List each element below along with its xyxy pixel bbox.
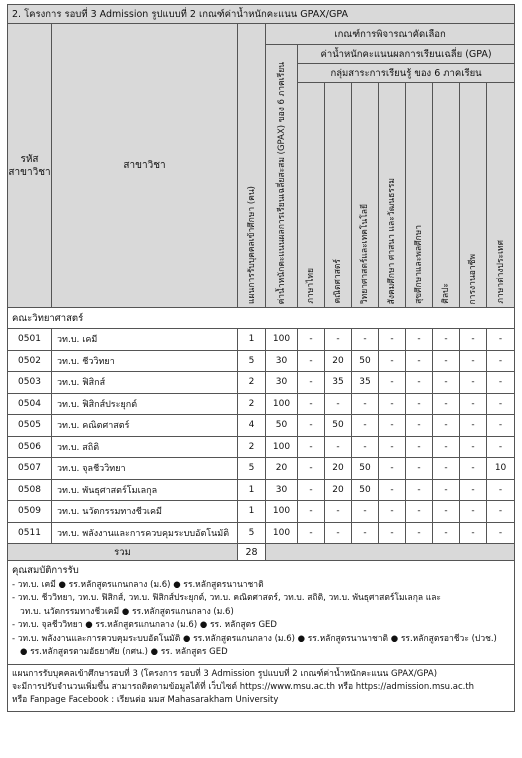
row-subject-weight: - xyxy=(406,415,433,437)
row-subject-weight: - xyxy=(460,329,487,351)
subject-header-cell xyxy=(487,83,515,308)
total-label: รวม xyxy=(8,544,238,561)
row-subject-weight: - xyxy=(298,436,325,458)
row-subject-weight: - xyxy=(460,501,487,523)
row-plan: 5 xyxy=(238,522,266,544)
subject-header-cell xyxy=(379,83,406,308)
admission-document xyxy=(7,4,515,712)
row-subject-weight: 10 xyxy=(487,458,515,480)
header-major: สาขาวิชา xyxy=(52,24,238,308)
row-major-name: วท.บ. ฟิสิกส์ xyxy=(52,372,238,394)
row-subject-weight: - xyxy=(406,479,433,501)
row-code: 0511 xyxy=(8,522,52,544)
row-subject-weight: - xyxy=(433,458,460,480)
note-line: ● รร.หลักสูตรตามอัธยาศัย (กศน.) ● รร. หลักสูตร GED xyxy=(20,647,228,657)
table-row xyxy=(8,393,515,415)
row-subject-weight: 50 xyxy=(352,479,379,501)
row-plan: 1 xyxy=(238,479,266,501)
row-subject-weight: - xyxy=(460,479,487,501)
row-subject-weight: - xyxy=(325,329,352,351)
row-subject-weight: - xyxy=(433,436,460,458)
row-subject-weight: - xyxy=(298,415,325,437)
subject-header-cell xyxy=(433,83,460,308)
subject-header-cell xyxy=(325,83,352,308)
note-line: - วท.บ. จุลชีววิทยา ● รร.หลักสูตรแกนกลาง (ม.6) ● รร. หลักสูตร GED xyxy=(12,620,277,630)
row-subject-weight: - xyxy=(406,501,433,523)
row-plan: 2 xyxy=(238,436,266,458)
row-gpax: 100 xyxy=(266,522,298,544)
row-plan: 2 xyxy=(238,393,266,415)
row-gpax: 100 xyxy=(266,501,298,523)
row-subject-weight: - xyxy=(352,415,379,437)
row-gpax: 20 xyxy=(266,458,298,480)
header-plan-cell xyxy=(238,24,266,308)
row-gpax: 50 xyxy=(266,415,298,437)
row-code: 0504 xyxy=(8,393,52,415)
subject-header: วิทยาศาสตร์และเทคโนโลยี xyxy=(360,203,370,304)
row-subject-weight: 50 xyxy=(352,458,379,480)
row-major-name: วท.บ. สถิติ xyxy=(52,436,238,458)
subject-header: ภาษาต่างประเทศ xyxy=(495,240,506,304)
subject-header: ภาษาไทย xyxy=(306,268,316,304)
row-subject-weight: - xyxy=(352,501,379,523)
note-line: วท.บ. นวัตกรรมทางชีวเคมี ● รร.หลักสูตรแกนกลาง (ม.6) xyxy=(20,606,234,617)
table-row xyxy=(8,329,515,351)
row-subject-weight: - xyxy=(460,436,487,458)
row-plan: 1 xyxy=(238,329,266,351)
subject-header-cell xyxy=(298,83,325,308)
row-subject-weight: 50 xyxy=(352,350,379,372)
row-subject-weight: - xyxy=(298,501,325,523)
row-subject-weight: - xyxy=(298,522,325,544)
table-row xyxy=(8,458,515,480)
row-subject-weight: - xyxy=(433,522,460,544)
row-subject-weight: - xyxy=(487,436,515,458)
row-code: 0509 xyxy=(8,501,52,523)
row-plan: 1 xyxy=(238,501,266,523)
row-subject-weight: - xyxy=(460,522,487,544)
row-subject-weight: - xyxy=(406,436,433,458)
row-subject-weight: - xyxy=(325,501,352,523)
row-subject-weight: - xyxy=(379,415,406,437)
row-major-name: วท.บ. พลังงานและการควบคุมระบบอัตโนมัติ xyxy=(52,522,238,544)
row-subject-weight: 35 xyxy=(325,372,352,394)
note-line: - วท.บ. พลังงานและการควบคุมระบบอัตโนมัติ ● รร.หลักสูตรแกนกลาง (ม.6) ● รร.หลักสูตรนานาชาติ ● รร.หลักสูตรอาชีวะ (ปวช.) xyxy=(12,633,497,644)
table-row xyxy=(8,501,515,523)
row-subject-weight: - xyxy=(433,393,460,415)
header-plan: แผนการรับบุคคลเข้าศึกษา (คน) xyxy=(246,186,257,304)
footer-line: หรือ Fanpage Facebook : เรียนต่อ มมส Mahasarakham University xyxy=(12,694,279,705)
subject-header-cell xyxy=(406,83,433,308)
subject-header: คณิตศาสตร์ xyxy=(333,259,343,304)
header-gpa-line1: ค่าน้ำหนักคะแนนผลการเรียนเฉลี่ย (GPA) xyxy=(298,45,515,64)
row-gpax: 100 xyxy=(266,436,298,458)
row-subject-weight: - xyxy=(460,350,487,372)
row-subject-weight: - xyxy=(298,329,325,351)
header-code: รหัส สาขาวิชา xyxy=(8,24,52,308)
row-code: 0505 xyxy=(8,415,52,437)
row-major-name: วท.บ. เคมี xyxy=(52,329,238,351)
row-code: 0502 xyxy=(8,350,52,372)
row-major-name: วท.บ. คณิตศาสตร์ xyxy=(52,415,238,437)
table-row xyxy=(8,350,515,372)
header-criteria: เกณฑ์การพิจารณาคัดเลือก xyxy=(266,24,515,45)
row-major-name: วท.บ. ชีววิทยา xyxy=(52,350,238,372)
row-subject-weight: - xyxy=(379,458,406,480)
row-subject-weight: - xyxy=(406,393,433,415)
table-row xyxy=(8,436,515,458)
row-subject-weight: - xyxy=(298,350,325,372)
row-plan: 5 xyxy=(238,458,266,480)
footer-line: จะมีการปรับจำนวนเพิ่มขึ้น สามารถติดตามข้อมูลได้ที่ เว็บไซต์ https://www.msu.ac.th หรือ https://admission.msu.ac.th xyxy=(12,681,475,692)
row-subject-weight: - xyxy=(352,522,379,544)
row-plan: 2 xyxy=(238,372,266,394)
subject-header: ศิลปะ xyxy=(441,283,451,304)
header-gpax: ค่าน้ำหนักคะแนนผลการเรียนเฉลี่ยสะสม (GPAX) ของ 6 ภาคเรียน xyxy=(276,61,287,304)
note-line: - วท.บ. เคมี ● รร.หลักสูตรแกนกลาง (ม.6) ● รร.หลักสูตรนานาชาติ xyxy=(12,579,264,590)
row-subject-weight: - xyxy=(352,393,379,415)
row-subject-weight: - xyxy=(379,479,406,501)
admission-table xyxy=(7,4,515,561)
row-subject-weight: - xyxy=(433,372,460,394)
row-gpax: 100 xyxy=(266,329,298,351)
row-subject-weight: - xyxy=(487,350,515,372)
row-subject-weight: - xyxy=(487,329,515,351)
row-subject-weight: - xyxy=(406,458,433,480)
row-subject-weight: - xyxy=(298,372,325,394)
footer-line: แผนการรับบุคคลเข้าศึกษารอบที่ 3 (โครงการ รอบที่ 3 Admission รูปแบบที่ 2 เกณฑ์ค่าน้ำหนักคะแนน GPAX/GPA) xyxy=(12,668,438,679)
row-subject-weight: 20 xyxy=(325,350,352,372)
row-major-name: วท.บ. นวัตกรรมทางชีวเคมี xyxy=(52,501,238,523)
row-code: 0506 xyxy=(8,436,52,458)
row-subject-weight: - xyxy=(379,436,406,458)
row-subject-weight: - xyxy=(487,372,515,394)
row-subject-weight: - xyxy=(433,501,460,523)
row-subject-weight: - xyxy=(379,372,406,394)
admission-qualifications xyxy=(7,561,515,665)
row-major-name: วท.บ. พันธุศาสตร์โมเลกุล xyxy=(52,479,238,501)
subject-header: การงานอาชีพ xyxy=(468,253,478,304)
row-subject-weight: - xyxy=(487,393,515,415)
row-subject-weight: - xyxy=(352,329,379,351)
subject-header: สังคมศึกษา ศาสนา และวัฒนธรรม xyxy=(387,177,397,304)
row-major-name: วท.บ. จุลชีววิทยา xyxy=(52,458,238,480)
row-subject-weight: - xyxy=(325,436,352,458)
table-row xyxy=(8,372,515,394)
row-subject-weight: - xyxy=(433,329,460,351)
row-subject-weight: - xyxy=(487,501,515,523)
row-subject-weight: - xyxy=(433,415,460,437)
row-subject-weight: - xyxy=(406,329,433,351)
row-plan: 5 xyxy=(238,350,266,372)
table-row xyxy=(8,479,515,501)
row-plan: 4 xyxy=(238,415,266,437)
row-subject-weight: - xyxy=(433,350,460,372)
row-subject-weight: - xyxy=(406,350,433,372)
row-subject-weight: - xyxy=(298,479,325,501)
row-subject-weight: - xyxy=(460,372,487,394)
row-subject-weight: - xyxy=(298,393,325,415)
row-gpax: 30 xyxy=(266,350,298,372)
row-subject-weight: - xyxy=(352,436,379,458)
total-filler xyxy=(266,544,515,561)
table-row xyxy=(8,415,515,437)
notes-heading: คุณสมบัติการรับ xyxy=(12,565,79,576)
row-subject-weight: - xyxy=(487,415,515,437)
total-row xyxy=(8,544,515,561)
header-gpax-cell xyxy=(266,45,298,308)
subject-header-cell xyxy=(352,83,379,308)
row-subject-weight: - xyxy=(379,329,406,351)
row-subject-weight: - xyxy=(433,479,460,501)
row-subject-weight: 20 xyxy=(325,458,352,480)
row-subject-weight: - xyxy=(379,522,406,544)
header-gpa-line2: กลุ่มสาระการเรียนรู้ ของ 6 ภาคเรียน xyxy=(298,64,515,83)
row-subject-weight: - xyxy=(298,458,325,480)
row-code: 0508 xyxy=(8,479,52,501)
row-gpax: 30 xyxy=(266,372,298,394)
row-gpax: 30 xyxy=(266,479,298,501)
subject-header: สุขศึกษาและพลศึกษา xyxy=(414,225,424,304)
row-subject-weight: - xyxy=(487,479,515,501)
note-line: - วท.บ. ชีววิทยา, วท.บ. ฟิสิกส์, วท.บ. ฟิสิกส์ประยุกต์, วท.บ. คณิตศาสตร์, วท.บ. สถิติ, วท.บ. พันธุศาสตร์โมเลกุล และ xyxy=(12,593,442,603)
table-title: 2. โครงการ รอบที่ 3 Admission รูปแบบที่ 2 เกณฑ์ค่าน้ำหนักคะแนน GPAX/GPA xyxy=(8,5,515,24)
footer-info xyxy=(7,665,515,712)
row-subject-weight: - xyxy=(460,393,487,415)
row-subject-weight: - xyxy=(460,458,487,480)
row-subject-weight: - xyxy=(406,522,433,544)
table-row xyxy=(8,522,515,544)
row-subject-weight: - xyxy=(379,350,406,372)
row-subject-weight: - xyxy=(379,393,406,415)
subject-header-cell xyxy=(460,83,487,308)
faculty-name: คณะวิทยาศาสตร์ xyxy=(8,308,515,329)
row-gpax: 100 xyxy=(266,393,298,415)
row-subject-weight: - xyxy=(379,501,406,523)
row-subject-weight: 20 xyxy=(325,479,352,501)
total-value: 28 xyxy=(238,544,266,561)
row-subject-weight: 50 xyxy=(325,415,352,437)
row-subject-weight: - xyxy=(406,372,433,394)
row-major-name: วท.บ. ฟิสิกส์ประยุกต์ xyxy=(52,393,238,415)
row-subject-weight: - xyxy=(325,522,352,544)
row-subject-weight: - xyxy=(325,393,352,415)
row-subject-weight: 35 xyxy=(352,372,379,394)
row-code: 0507 xyxy=(8,458,52,480)
row-code: 0501 xyxy=(8,329,52,351)
row-code: 0503 xyxy=(8,372,52,394)
row-subject-weight: - xyxy=(487,522,515,544)
row-subject-weight: - xyxy=(460,415,487,437)
